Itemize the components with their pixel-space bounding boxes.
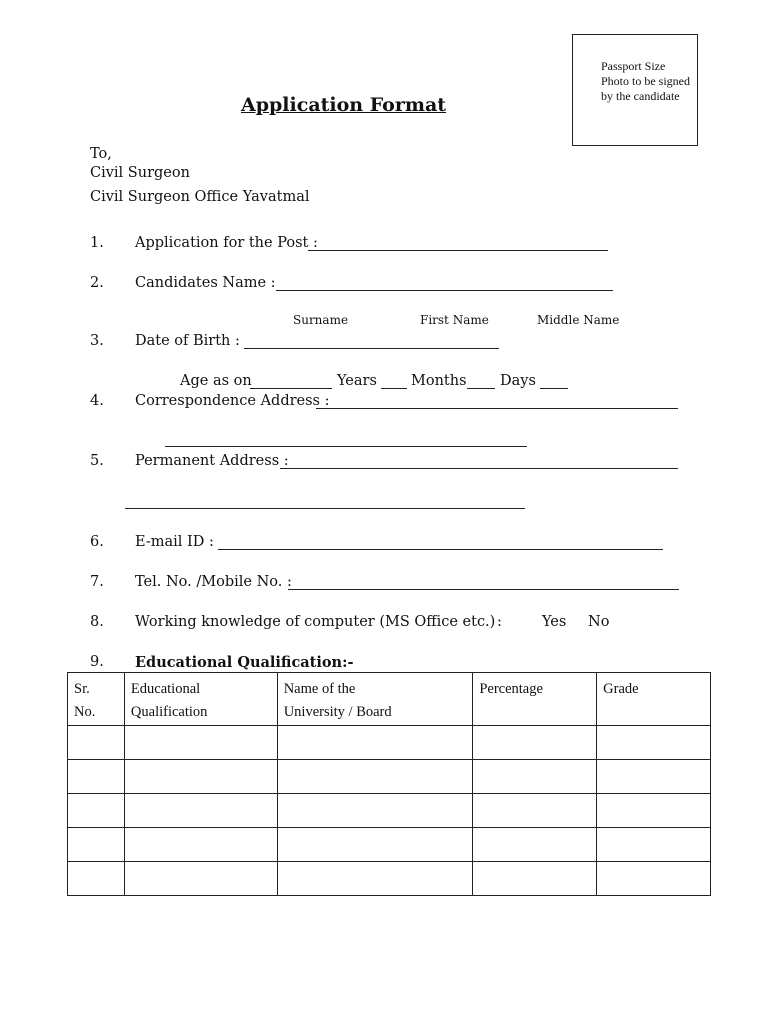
permanent-address-label: Permanent Address : [135, 453, 289, 469]
candidate-name-label: Candidates Name : [135, 275, 276, 291]
years-input-line[interactable] [381, 388, 407, 389]
item-number-8: 8. [90, 614, 104, 630]
table-header-row [68, 673, 711, 726]
header-grade [597, 673, 711, 726]
table-row [68, 794, 711, 828]
email-input-line[interactable] [218, 549, 663, 550]
item-number-7: 7. [90, 574, 104, 590]
age-date-input-line[interactable] [250, 388, 332, 389]
no-option[interactable]: No [588, 614, 610, 630]
table-cell[interactable] [68, 760, 125, 794]
table-row [68, 760, 711, 794]
page-title: Application Format [241, 94, 447, 116]
item-number-1: 1. [90, 235, 104, 251]
table-cell[interactable] [277, 726, 473, 760]
header-percentage [473, 673, 597, 726]
table-cell[interactable] [473, 828, 597, 862]
header-qualification [124, 673, 277, 726]
table-cell[interactable] [124, 828, 277, 862]
item-number-4: 4. [90, 393, 104, 409]
photo-instructions: Passport Size Photo to be signed by the candidate [601, 59, 690, 103]
table-cell[interactable] [597, 862, 711, 896]
correspondence-address-input-line[interactable] [316, 408, 678, 409]
table-cell[interactable] [68, 862, 125, 896]
table-cell[interactable] [277, 794, 473, 828]
table-cell[interactable] [473, 760, 597, 794]
yes-option[interactable]: Yes [542, 614, 567, 630]
days-input-line[interactable] [540, 388, 568, 389]
post-label: Application for the Post : [135, 235, 318, 251]
table-cell[interactable] [277, 862, 473, 896]
item-number-5: 5. [90, 453, 104, 469]
table-cell[interactable] [68, 794, 125, 828]
phone-input-line[interactable] [288, 589, 679, 590]
table-cell[interactable] [124, 862, 277, 896]
passport-photo-box [572, 34, 698, 146]
address-to: To, [90, 146, 112, 162]
middle-name-caption: Middle Name [537, 313, 620, 327]
header-sr-no [68, 673, 125, 726]
table-cell[interactable] [277, 828, 473, 862]
table-cell[interactable] [597, 760, 711, 794]
email-label: E-mail ID : [135, 534, 214, 550]
header-university [277, 673, 473, 726]
correspondence-address-input-line-2[interactable] [165, 446, 527, 447]
table-cell[interactable] [473, 794, 597, 828]
address-line1: Civil Surgeon [90, 165, 190, 181]
table-cell[interactable] [124, 794, 277, 828]
computer-knowledge-label: Working knowledge of computer (MS Office etc.) [135, 614, 496, 630]
table-cell[interactable] [597, 726, 711, 760]
correspondence-address-label: Correspondence Address : [135, 393, 330, 409]
post-input-line[interactable] [308, 250, 608, 251]
table-row [68, 726, 711, 760]
days-label: Days [500, 373, 536, 389]
dob-input-line[interactable] [244, 348, 499, 349]
years-label: Years [337, 373, 377, 389]
table-cell[interactable] [124, 760, 277, 794]
table-cell[interactable] [68, 828, 125, 862]
table-cell[interactable] [124, 726, 277, 760]
education-table [67, 672, 711, 896]
months-input-line[interactable] [467, 388, 495, 389]
table-cell[interactable] [597, 794, 711, 828]
header-percentage-text: Percentage [479, 681, 543, 697]
education-heading: Educational Qualification:- [135, 654, 354, 671]
surname-caption: Surname [293, 313, 349, 327]
permanent-address-input-line-2[interactable] [125, 508, 525, 509]
table-cell[interactable] [473, 726, 597, 760]
candidate-name-input-line[interactable] [276, 290, 613, 291]
table-row [68, 828, 711, 862]
header-grade-text: Grade [603, 681, 639, 697]
item-number-6: 6. [90, 534, 104, 550]
table-cell[interactable] [473, 862, 597, 896]
header-qualification-text: Educational Qualification [130, 681, 208, 720]
item-number-3: 3. [90, 333, 104, 349]
table-cell[interactable] [277, 760, 473, 794]
months-label: Months [411, 373, 467, 389]
item-number-9: 9. [90, 654, 104, 670]
dob-label: Date of Birth : [135, 333, 240, 349]
table-cell[interactable] [597, 828, 711, 862]
computer-knowledge-colon: : [497, 614, 502, 630]
phone-label: Tel. No. /Mobile No. : [135, 574, 292, 590]
age-as-on-label: Age as on [180, 373, 252, 389]
permanent-address-input-line[interactable] [280, 468, 678, 469]
first-name-caption: First Name [420, 313, 489, 327]
table-cell[interactable] [68, 726, 125, 760]
header-sr-no-text: Sr. No. [74, 681, 96, 720]
address-line2: Civil Surgeon Office Yavatmal [90, 189, 310, 205]
table-row [68, 862, 711, 896]
header-university-text: Name of the University / Board [283, 681, 392, 720]
item-number-2: 2. [90, 275, 104, 291]
